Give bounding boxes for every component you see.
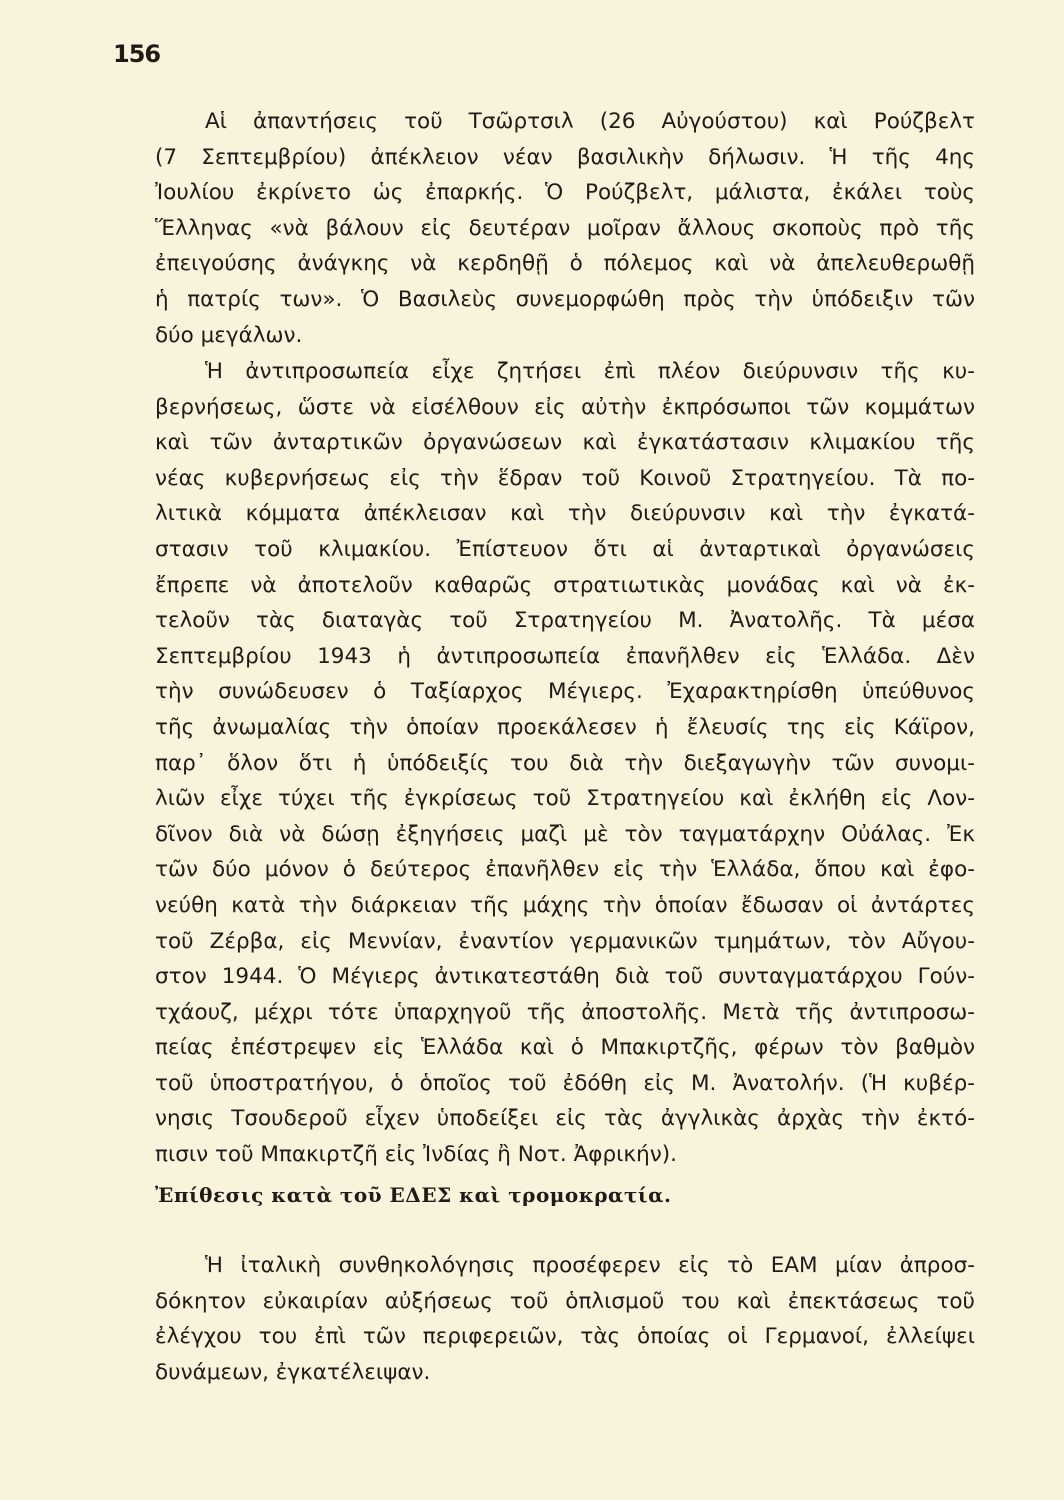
text-line: δυνάμεων, ἐγκατέλειψαν. [155, 1359, 431, 1385]
text-line: στον 1944. Ὁ Μέγιερς ἀντικατεστάθη διὰ τοῦ συνταγματάρχου Γούν- [155, 964, 975, 990]
text-line: νέας κυβερνήσεως εἰς τὴν ἕδραν τοῦ Κοινοῦ Στρατηγείου. Τὰ πο- [155, 465, 975, 491]
text-line: Ἰουλίου ἐκρίνετο ὡς ἐπαρκής. Ὁ Ρούζβελτ, μάλιστα, ἐκάλει τοὺς [155, 180, 975, 206]
text-line: τῆς ἀνωμαλίας τὴν ὁποίαν προεκάλεσεν ἡ ἔλευσίς της εἰς Κάϊρον, [155, 714, 975, 740]
text-line: (7 Σεπτεμβρίου) ἀπέκλειον νέαν βασιλικὴν δήλωσιν. Ἡ τῆς 4ης [155, 144, 975, 170]
text-line: λιῶν εἶχε τύχει τῆς ἐγκρίσεως τοῦ Στρατηγείου καὶ ἐκλήθη εἰς Λον- [155, 786, 975, 812]
text-line: παρ᾽ ὅλον ὅτι ἡ ὑπόδειξίς του διὰ τὴν διεξαγωγὴν τῶν συνομι- [155, 750, 975, 776]
text-line: ἔπρεπε νὰ ἀποτελοῦν καθαρῶς στρατιωτικὰς μονάδας καὶ νὰ ἐκ- [155, 572, 975, 598]
section-heading: Ἐπίθεσις κατὰ τοῦ ΕΔΕΣ καὶ τρομοκρατία. [155, 1183, 672, 1207]
text-line: Ἡ ἀντιπροσωπεία εἶχε ζητήσει ἐπὶ πλέον διεύρυνσιν τῆς κυ- [205, 359, 975, 384]
page-number: 156 [113, 40, 161, 68]
text-line: ἡ πατρίς των». Ὁ Βασιλεὺς συνεμορφώθη πρὸς τὴν ὑπόδειξιν τῶν [155, 286, 975, 312]
text-line: Ἡ ἰταλικὴ συνθηκολόγησις προσέφερεν εἰς τὸ ΕΑΜ μίαν ἀπροσ- [205, 1253, 975, 1278]
text-line: πισιν τοῦ Μπακιρτζῆ εἰς Ἰνδίας ἢ Νοτ. Ἀφρικήν). [155, 1142, 677, 1168]
text-line: ἐλέγχου του ἐπὶ τῶν περιφερειῶν, τὰς ὁποίας οἱ Γερμανοί, ἐλλείψει [155, 1324, 975, 1350]
text-line: Αἱ ἀπαντήσεις τοῦ Τσῶρτσιλ (26 Αὐγούστου) καὶ Ρούζβελτ [205, 109, 975, 134]
text-line: καὶ τῶν ἀνταρτικῶν ὀργανώσεων καὶ ἐγκατάστασιν κλιμακίου τῆς [155, 430, 975, 456]
text-line: δύο μεγάλων. [155, 322, 303, 348]
text-line: Σεπτεμβρίου 1943 ἡ ἀντιπροσωπεία ἐπανῆλθεν εἰς Ἑλλάδα. Δὲν [155, 643, 975, 669]
text-line: τῶν δύο μόνον ὁ δεύτερος ἐπανῆλθεν εἰς τὴν Ἑλλάδα, ὅπου καὶ ἐφο- [155, 857, 975, 883]
paragraph-1 [155, 104, 975, 353]
paragraph-2 [155, 354, 975, 1173]
text-line: στασιν τοῦ κλιμακίου. Ἐπίστευον ὅτι αἱ ἀνταρτικαὶ ὀργανώσεις [155, 536, 975, 562]
text-line: νησις Τσουδεροῦ εἶχεν ὑποδείξει εἰς τὰς ἀγγλικὰς ἀρχὰς τὴν ἐκτό- [155, 1106, 975, 1132]
text-line: ἐπειγούσης ἀνάγκης νὰ κερδηθῇ ὁ πόλεμος καὶ νὰ ἀπελευθερωθῇ [155, 251, 975, 277]
text-line: τὴν συνώδευσεν ὁ Ταξίαρχος Μέγιερς. Ἐχαρακτηρίσθη ὑπεύθυνος [155, 679, 975, 705]
text-line: βερνήσεως, ὥστε νὰ εἰσέλθουν εἰς αὐτὴν ἐκπρόσωποι τῶν κομμάτων [155, 394, 975, 420]
text-line: τχάουζ, μέχρι τότε ὑπαρχηγοῦ τῆς ἀποστολῆς. Μετὰ τῆς ἀντιπροσω- [155, 999, 975, 1025]
paragraph-3 [155, 1248, 975, 1390]
text-line: λιτικὰ κόμματα ἀπέκλεισαν καὶ τὴν διεύρυνσιν καὶ τὴν ἐγκατά- [155, 501, 975, 527]
text-line: τοῦ Ζέρβα, εἰς Μεννίαν, ἐναντίον γερμανικῶν τμημάτων, τὸν Αὔγου- [155, 928, 975, 954]
text-line: τελοῦν τὰς διαταγὰς τοῦ Στρατηγείου Μ. Ἀνατολῆς. Τὰ μέσα [155, 608, 975, 634]
text-line: δόκητον εὐκαιρίαν αὐξήσεως τοῦ ὁπλισμοῦ του καὶ ἐπεκτάσεως τοῦ [155, 1288, 975, 1314]
text-line: Ἕλληνας «νὰ βάλουν εἰς δευτέραν μοῖραν ἄλλους σκοποὺς πρὸ τῆς [155, 215, 975, 241]
text-line: νεύθη κατὰ τὴν διάρκειαν τῆς μάχης τὴν ὁποίαν ἔδωσαν οἱ ἀντάρτες [155, 892, 975, 918]
text-line: τοῦ ὑποστρατήγου, ὁ ὁποῖος τοῦ ἐδόθη εἰς Μ. Ἀνατολήν. (Ἡ κυβέρ- [155, 1070, 975, 1096]
text-line: δῖνον διὰ νὰ δώσῃ ἐξηγήσεις μαζὶ μὲ τὸν ταγματάρχην Οὐάλας. Ἐκ [155, 821, 975, 847]
text-line: πείας ἐπέστρεψεν εἰς Ἑλλάδα καὶ ὁ Μπακιρτζῆς, φέρων τὸν βαθμὸν [155, 1035, 975, 1061]
